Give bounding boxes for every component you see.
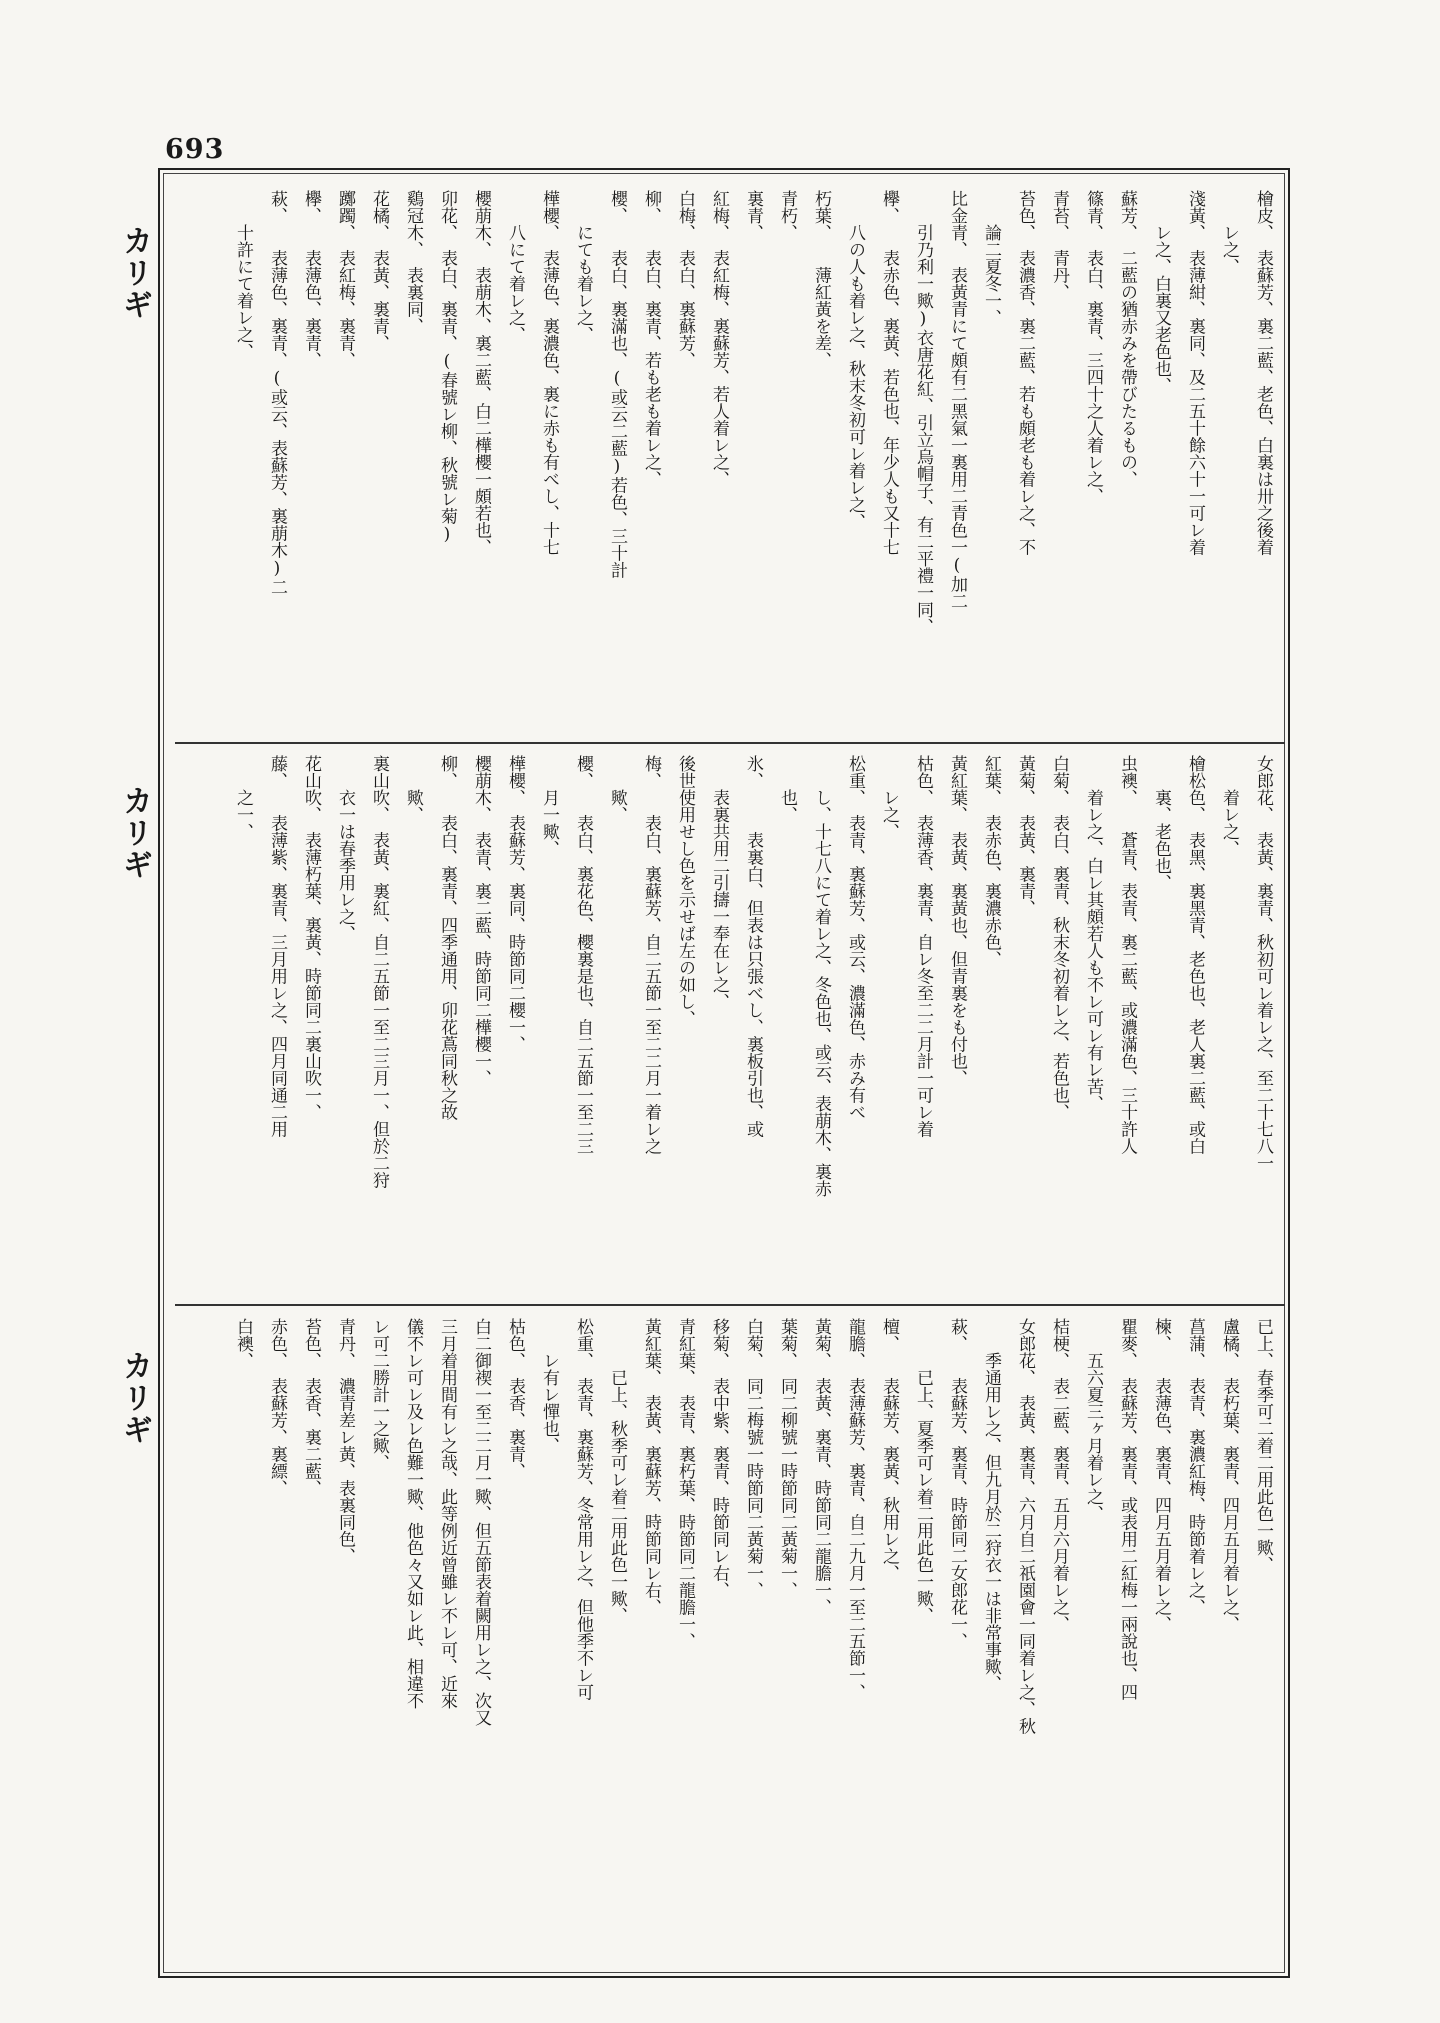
text-line: 朽葉、 薄紅黃を差、 [811,190,831,369]
text-line: 歟、 [607,755,627,823]
text-line: 櫻萠木、 表青、裏二藍、時節同二樺櫻一、 [471,755,491,1087]
text-line: 裏青、 [743,190,763,241]
text-line: 蘇芳、 二藍の猶赤みを帶びたるもの、 [1117,190,1137,488]
text-line: 萩、 表蘇芳、裏青、時節同二女郎花一、 [947,1318,967,1650]
text-line: 萩、 表薄色、裏青、(或云、表蘇芳、裏萠木)二 [267,190,287,596]
text-line: 氷、 表裏白、但表は只張べし、裏板引也、或 [743,755,763,1138]
text-line: 五六夏三ヶ月着レ之、 [1083,1318,1103,1522]
text-line: 盧橘、 表朽葉、裏青、四月五月着レ之、 [1219,1318,1239,1633]
text-line: 衣一は春季用レ之、 [335,755,355,942]
text-line: 苔色、 表香、裏二藍、 [301,1318,321,1497]
text-line: 鷄冠木、 表裏同、 [403,190,423,335]
text-line: 花橘、 表黃、裏青、 [369,190,389,352]
text-line: 八にて着レ之、 [505,190,525,343]
text-line: 歟、 [403,755,423,823]
entries-section-top [180,190,1280,730]
text-line: 卯花、 表白、裏青、(春號レ柳、秋號レ菊) [437,190,457,545]
entries-section-middle [180,755,1280,1295]
text-line: 黃紅葉、 表黃、裏蘇芳、時節同レ右、 [641,1318,661,1616]
text-line: 女郎花、 表黃、裏青、六月自二祇園會一同着レ之、秋 [1015,1318,1035,1735]
text-line: 論二夏冬一、 [981,190,1001,326]
text-line: 欅、 表薄色、裏青、 [301,190,321,369]
text-line: 白二御禊一至二二月一歟、但五節表着闕用レ之、次又 [471,1318,491,1726]
text-line: 赤色、 表蘇芳、裏縹、 [267,1318,287,1497]
text-line: 櫻、 表白、裏花色、櫻裏是也、自二五節一至二三 [573,755,593,1155]
text-line: 檜松色、 表黑、裏黑青、老色也、老人裏二藍、或白 [1185,755,1205,1155]
text-line: レ有レ憚也、 [539,1318,559,1454]
running-head-top: カリギ [117,225,152,321]
text-line: 比金青、 表黃青にて頗有二黑氣一裏用二青色一(加二 [947,190,967,610]
text-line: 柳、 表白、裏青、若も老も着レ之、 [641,190,661,488]
text-line: 柳、 表白、裏青、四季通用、卯花蔦同秋之故 [437,755,457,1121]
text-line: 白梅、 表白、裏蘇芳、 [675,190,695,369]
text-line: 樺櫻、 表蘇芳、裏同、時節同二櫻一、 [505,755,525,1053]
text-line: 黃菊、 表黃、裏青、時節同二龍膽一、 [811,1318,831,1616]
page-number: 693 [165,134,225,165]
text-line: 楝、 表薄色、裏青、四月五月着レ之、 [1151,1318,1171,1633]
text-line: 櫻、 表白、裏滿也、(或云二藍)若色、三十計 [607,190,627,579]
text-line: 篠青、 表白、裏青、三四十之人着レ之、 [1083,190,1103,505]
running-head-bottom: カリギ [117,1350,152,1446]
running-head-middle: カリギ [117,785,152,881]
text-line: 龍膽、 表薄蘇芳、裏青、自二九月一至二五節一、 [845,1318,865,1701]
text-line: 青朽、 [777,190,797,241]
text-line: 三月着用間有レ之哉、此等例近曾雖レ不レ可、近來 [437,1318,457,1709]
text-line: レ可二勝計一之歟、 [369,1318,389,1471]
text-line: 枯色、 表香、裏青、 [505,1318,525,1480]
section-divider [175,1304,1285,1306]
text-line: 瞿麥、 表蘇芳、裏青、或表用二紅梅一兩說也、四 [1117,1318,1137,1701]
text-line: 紅梅、 表紅梅、裏蘇芳、若人着レ之、 [709,190,729,488]
entries-section-bottom [180,1318,1280,1968]
text-line: 淺黃、 表薄紺、裏同、及二五十餘六十一可レ着 [1185,190,1205,556]
text-line: 葉菊、 同二柳號一時節同二黃菊一、 [777,1318,797,1599]
text-line: 八の人も着レ之、秋末冬初可レ着レ之、 [845,190,865,530]
text-line: 季通用レ之、但九月於二狩衣一は非常事歟、 [981,1318,1001,1692]
text-line: 裏山吹、 表黃、裏紅、自二五節一至二三月一、但於二狩 [369,755,389,1189]
text-line: 躑躅、 表紅梅、裏青、 [335,190,355,369]
text-line: 藤、 表薄紫、裏青、三月用レ之、四月同通二用 [267,755,287,1138]
text-line: 青丹、 濃青差レ黃、表裏同色、 [335,1318,355,1565]
text-line: 紅葉、 表赤色、裏濃赤色、 [981,755,1001,968]
text-line: 白菊、 表白、裏青、秋末冬初着レ之、若色也、 [1049,755,1069,1121]
text-line: 樺櫻、 表薄色、裏濃色、裏に赤も有べし、十七 [539,190,559,556]
text-line: 白襖、 [233,1318,253,1369]
text-line: 苔色、 表濃香、裏二藍、若も頗老も着レ之、不 [1015,190,1035,556]
text-line: 已上、春季可二着二用此色一歟、 [1253,1318,1273,1573]
text-line: 檜皮、 表蘇芳、裏二藍、老色、白裏は卅之後着 [1253,190,1273,556]
text-line: 菖蒲、 表青、裏濃紅梅、時節着レ之、 [1185,1318,1205,1616]
text-line: し、十七八にて着レ之、冬色也、或云、表萠木、裏赤 [811,755,831,1197]
text-line: 桔梗、 表二藍、裏青、五月六月着レ之、 [1049,1318,1069,1633]
text-line: 女郎花、 表黃、裏青、秋初可レ着レ之、至二十七八一 [1253,755,1273,1172]
text-line: 虫襖、 蒼青、表青、裏二藍、或濃滿色、三十許人 [1117,755,1137,1155]
text-line: 青紅葉、 表青、裏朽葉、時節同二龍膽一、 [675,1318,695,1650]
text-line: 着レ之、白レ其頗若人も不レ可レ有レ苦、 [1083,755,1103,1112]
text-line: レ之、白裏又老色也、 [1151,190,1171,394]
text-line: 表裏共用二引擣一奉在レ之、 [709,755,729,1010]
text-line: 十許にて着レ之、 [233,190,253,360]
text-line: 欅、 表赤色、裏黃、若色也、年少人も又十七 [879,190,899,556]
text-line: レ之、 [879,755,899,840]
text-line: 檀、 表蘇芳、裏黃、秋用レ之、 [879,1318,899,1582]
text-line: 已上、秋季可レ着二用此色一歟、 [607,1318,627,1624]
text-line: 枯色、 表薄香、裏青、自レ冬至二二月計一可レ着 [913,755,933,1138]
text-line: にても着レ之、 [573,190,593,343]
text-line: 櫻萠木、 表萠木、裏二藍、白二樺櫻一頗若也、 [471,190,491,556]
text-line: 儀不レ可レ及レ色難一歟、他色々又如レ此、相違不 [403,1318,423,1709]
text-line: 白菊、 同二梅號一時節同二黃菊一、 [743,1318,763,1599]
text-line: 黃菊、 表黃、裏青、 [1015,755,1035,917]
text-line: 後世使用せし色を示せば左の如し、 [675,755,695,1027]
text-line: 松重、 表青、裏蘇芳、或云、濃滿色、赤み有べ [845,755,865,1121]
text-line: 已上、夏季可レ着二用此色一歟、 [913,1318,933,1624]
text-line: 松重、 表青、裏蘇芳、冬常用レ之、但他季不レ可 [573,1318,593,1701]
text-line: 移菊、 表中紫、裏青、時節同レ右、 [709,1318,729,1599]
section-divider [175,742,1285,744]
text-line: 月一歟、 [539,755,559,857]
text-line: レ之、 [1219,190,1239,275]
text-line: 着レ之、 [1219,755,1239,857]
text-line: 青苔、 青丹、 [1049,190,1069,301]
text-line: 花山吹、 表薄朽葉、裏黃、時節同二裏山吹一、 [301,755,321,1121]
text-line: 黃紅葉、 表黃、裏黃也、但青裏をも付也、 [947,755,967,1087]
text-line: 也、 [777,755,797,823]
text-line: 之一、 [233,755,253,840]
text-line: 梅、 表白、裏蘇芳、自二五節一至二二月一着レ之 [641,755,661,1155]
text-line: 裏、老色也、 [1151,755,1171,891]
text-line: 引乃利一歟)衣唐花紅、引立烏帽子、有二平禮一同、 [913,190,933,635]
